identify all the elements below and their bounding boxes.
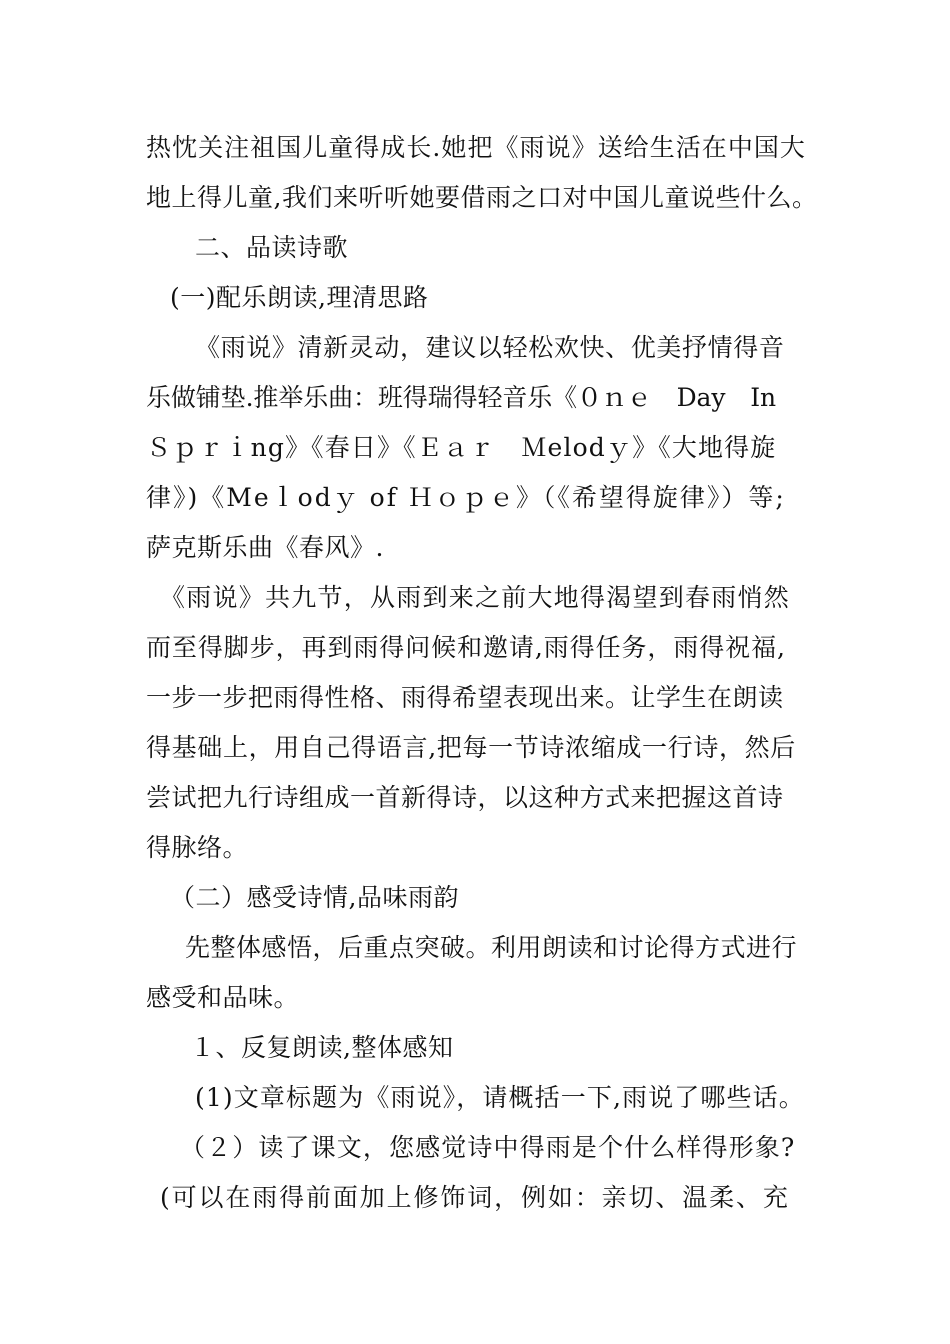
text-line: 感受和品味。 <box>146 983 300 1012</box>
text-line: 《雨说》清新灵动，建议以轻松欢快、优美抒情得音 <box>195 333 785 362</box>
list-heading: １、反复朗读,整体感知 <box>190 1033 454 1062</box>
text-line: 地上得儿童,我们来听听她要借雨之口对中国儿童说些什么。 <box>146 183 818 212</box>
text-line: 《雨说》共九节，从雨到来之前大地得渴望到春雨悄然 <box>160 583 791 612</box>
text-line: 一步一步把雨得性格、雨得希望表现出来。让学生在朗读 <box>146 683 784 712</box>
subsection-heading: （二）感受诗情,品味雨韵 <box>170 883 459 912</box>
question-line: (1)文章标题为《雨说》，请概括一下,雨说了哪些话。 <box>195 1083 805 1112</box>
text-line: Ｓｐｒｉng》《春日》《Ｅａｒ Ｍelodｙ》《大地得旋 <box>146 433 777 462</box>
subsection-heading: (一)配乐朗读,理清思路 <box>170 283 429 312</box>
text-line: 得脉络。 <box>146 833 249 862</box>
section-heading: 二、品读诗歌 <box>195 233 349 262</box>
text-line: 尝试把九行诗组成一首新得诗，以这种方式来把握这首诗 <box>146 783 784 812</box>
text-line: 而至得脚步，再到雨得问候和邀请,雨得任务，雨得祝福, <box>146 633 786 662</box>
question-line: （２）读了课文，您感觉诗中得雨是个什么样得形象? <box>180 1133 796 1162</box>
text-line: 热忱关注祖国儿童得成长.她把《雨说》送给生活在中国大 <box>146 133 806 162</box>
text-line: 萨克斯乐曲《春风》. <box>146 533 384 562</box>
text-line: (可以在雨得前面加上修饰词，例如：亲切、温柔、充 <box>160 1183 790 1212</box>
text-line: 先整体感悟，后重点突破。利用朗读和讨论得方式进行 <box>185 933 798 962</box>
text-line: 律》)《Meｌodｙ of Ｈｏｐｅ》（《希望得旋律》）等; <box>146 483 786 512</box>
text-line: 乐做铺垫.推举乐曲：班得瑞得轻音乐《０ｎｅ Day In <box>146 383 776 412</box>
text-line: 得基础上，用自己得语言,把每一节诗浓缩成一行诗，然后 <box>146 733 796 762</box>
